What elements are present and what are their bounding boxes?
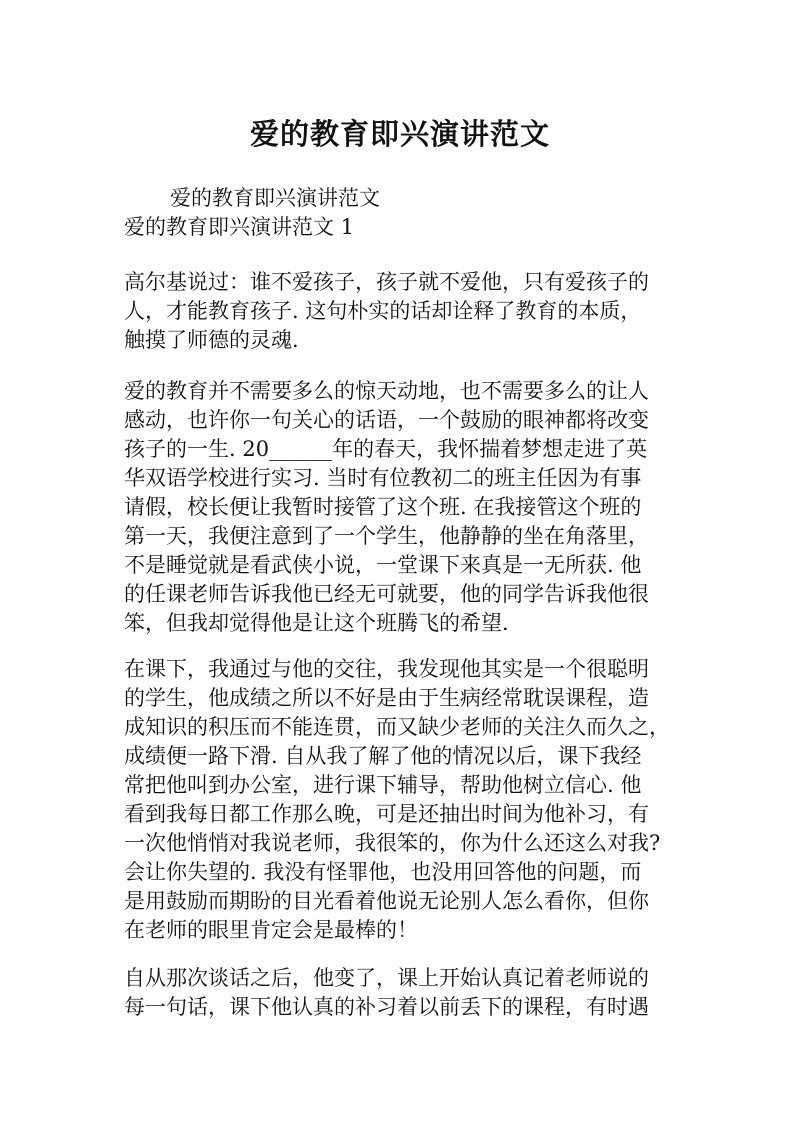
document-subtitle: 爱的教育即兴演讲范文 — [170, 186, 380, 210]
text-line: 第一天，我便注意到了一个学生，他静静的坐在角落里， — [124, 524, 649, 548]
text-line: 成知识的积压而不能连贯，而又缺少老师的关注久而久之， — [124, 715, 670, 739]
text-line: 在课下，我通过与他的交往，我发现他其实是一个很聪明 — [124, 657, 649, 681]
text-line: 自从那次谈话之后，他变了，课上开始认真记着老师说的 — [124, 966, 649, 990]
text-line: 触摸了师德的灵魂. — [124, 328, 299, 352]
text-line: 每一句话，课下他认真的补习着以前丢下的课程，有时遇 — [124, 995, 649, 1019]
text-line: 感动，也许你一句关心的话语，一个鼓励的眼神都将改变 — [124, 408, 649, 432]
text-line: 笨，但我却觉得他是让这个班腾飞的希望. — [124, 611, 509, 635]
text-line: 华双语学校进行实习. 当时有位教初二的班主任因为有事 — [124, 466, 642, 490]
paragraph — [124, 268, 680, 355]
text-line: 一次他悄悄对我说老师，我很笨的，你为什么还这么对我? — [124, 831, 661, 855]
paragraph — [124, 377, 680, 638]
document-title: 爱的教育即兴演讲范文 — [249, 117, 550, 151]
text-line: 不是睡觉就是看武侠小说，一堂课下来真是一无所获. 他 — [124, 553, 642, 577]
paragraph — [124, 964, 680, 1022]
text-line: 人，才能教育孩子. 这句朴实的话却诠释了教育的本质， — [124, 299, 642, 323]
text-line: 高尔基说过：谁不爱孩子，孩子就不爱他，只有爱孩子的 — [124, 270, 649, 294]
paragraph — [124, 213, 680, 242]
text-line: 是用鼓励而期盼的目光看着他说无论别人怎么看你，但你 — [124, 889, 649, 913]
text-line: 看到我每日都工作那么晚，可是还抽出时间为他补习，有 — [124, 802, 649, 826]
text-line: 的任课老师告诉我他已经无可就要，他的同学告诉我他很 — [124, 582, 649, 606]
text-line: 爱的教育并不需要多么的惊天动地，也不需要多么的让人 — [124, 379, 649, 403]
text-line: 爱的教育即兴演讲范文 1 — [124, 215, 355, 239]
text-line: 成绩便一路下滑. 自从我了解了他的情况以后，课下我经 — [124, 744, 642, 768]
text-line: 请假，校长便让我暂时接管了这个班. 在我接管这个班的 — [124, 495, 642, 519]
paragraph — [124, 655, 680, 945]
text-line: 会让你失望的. 我没有怪罪他，也没用回答他的问题，而 — [124, 860, 642, 884]
text-line: 常把他叫到办公室，进行课下辅导，帮助他树立信心. 他 — [124, 773, 642, 797]
text-line: 的学生，他成绩之所以不好是由于生病经常耽误课程，造 — [124, 686, 649, 710]
text-line: 在老师的眼里肯定会是最棒的！ — [124, 918, 418, 942]
text-line: 孩子的一生. 20______年的春天，我怀揣着梦想走进了英 — [124, 437, 648, 461]
